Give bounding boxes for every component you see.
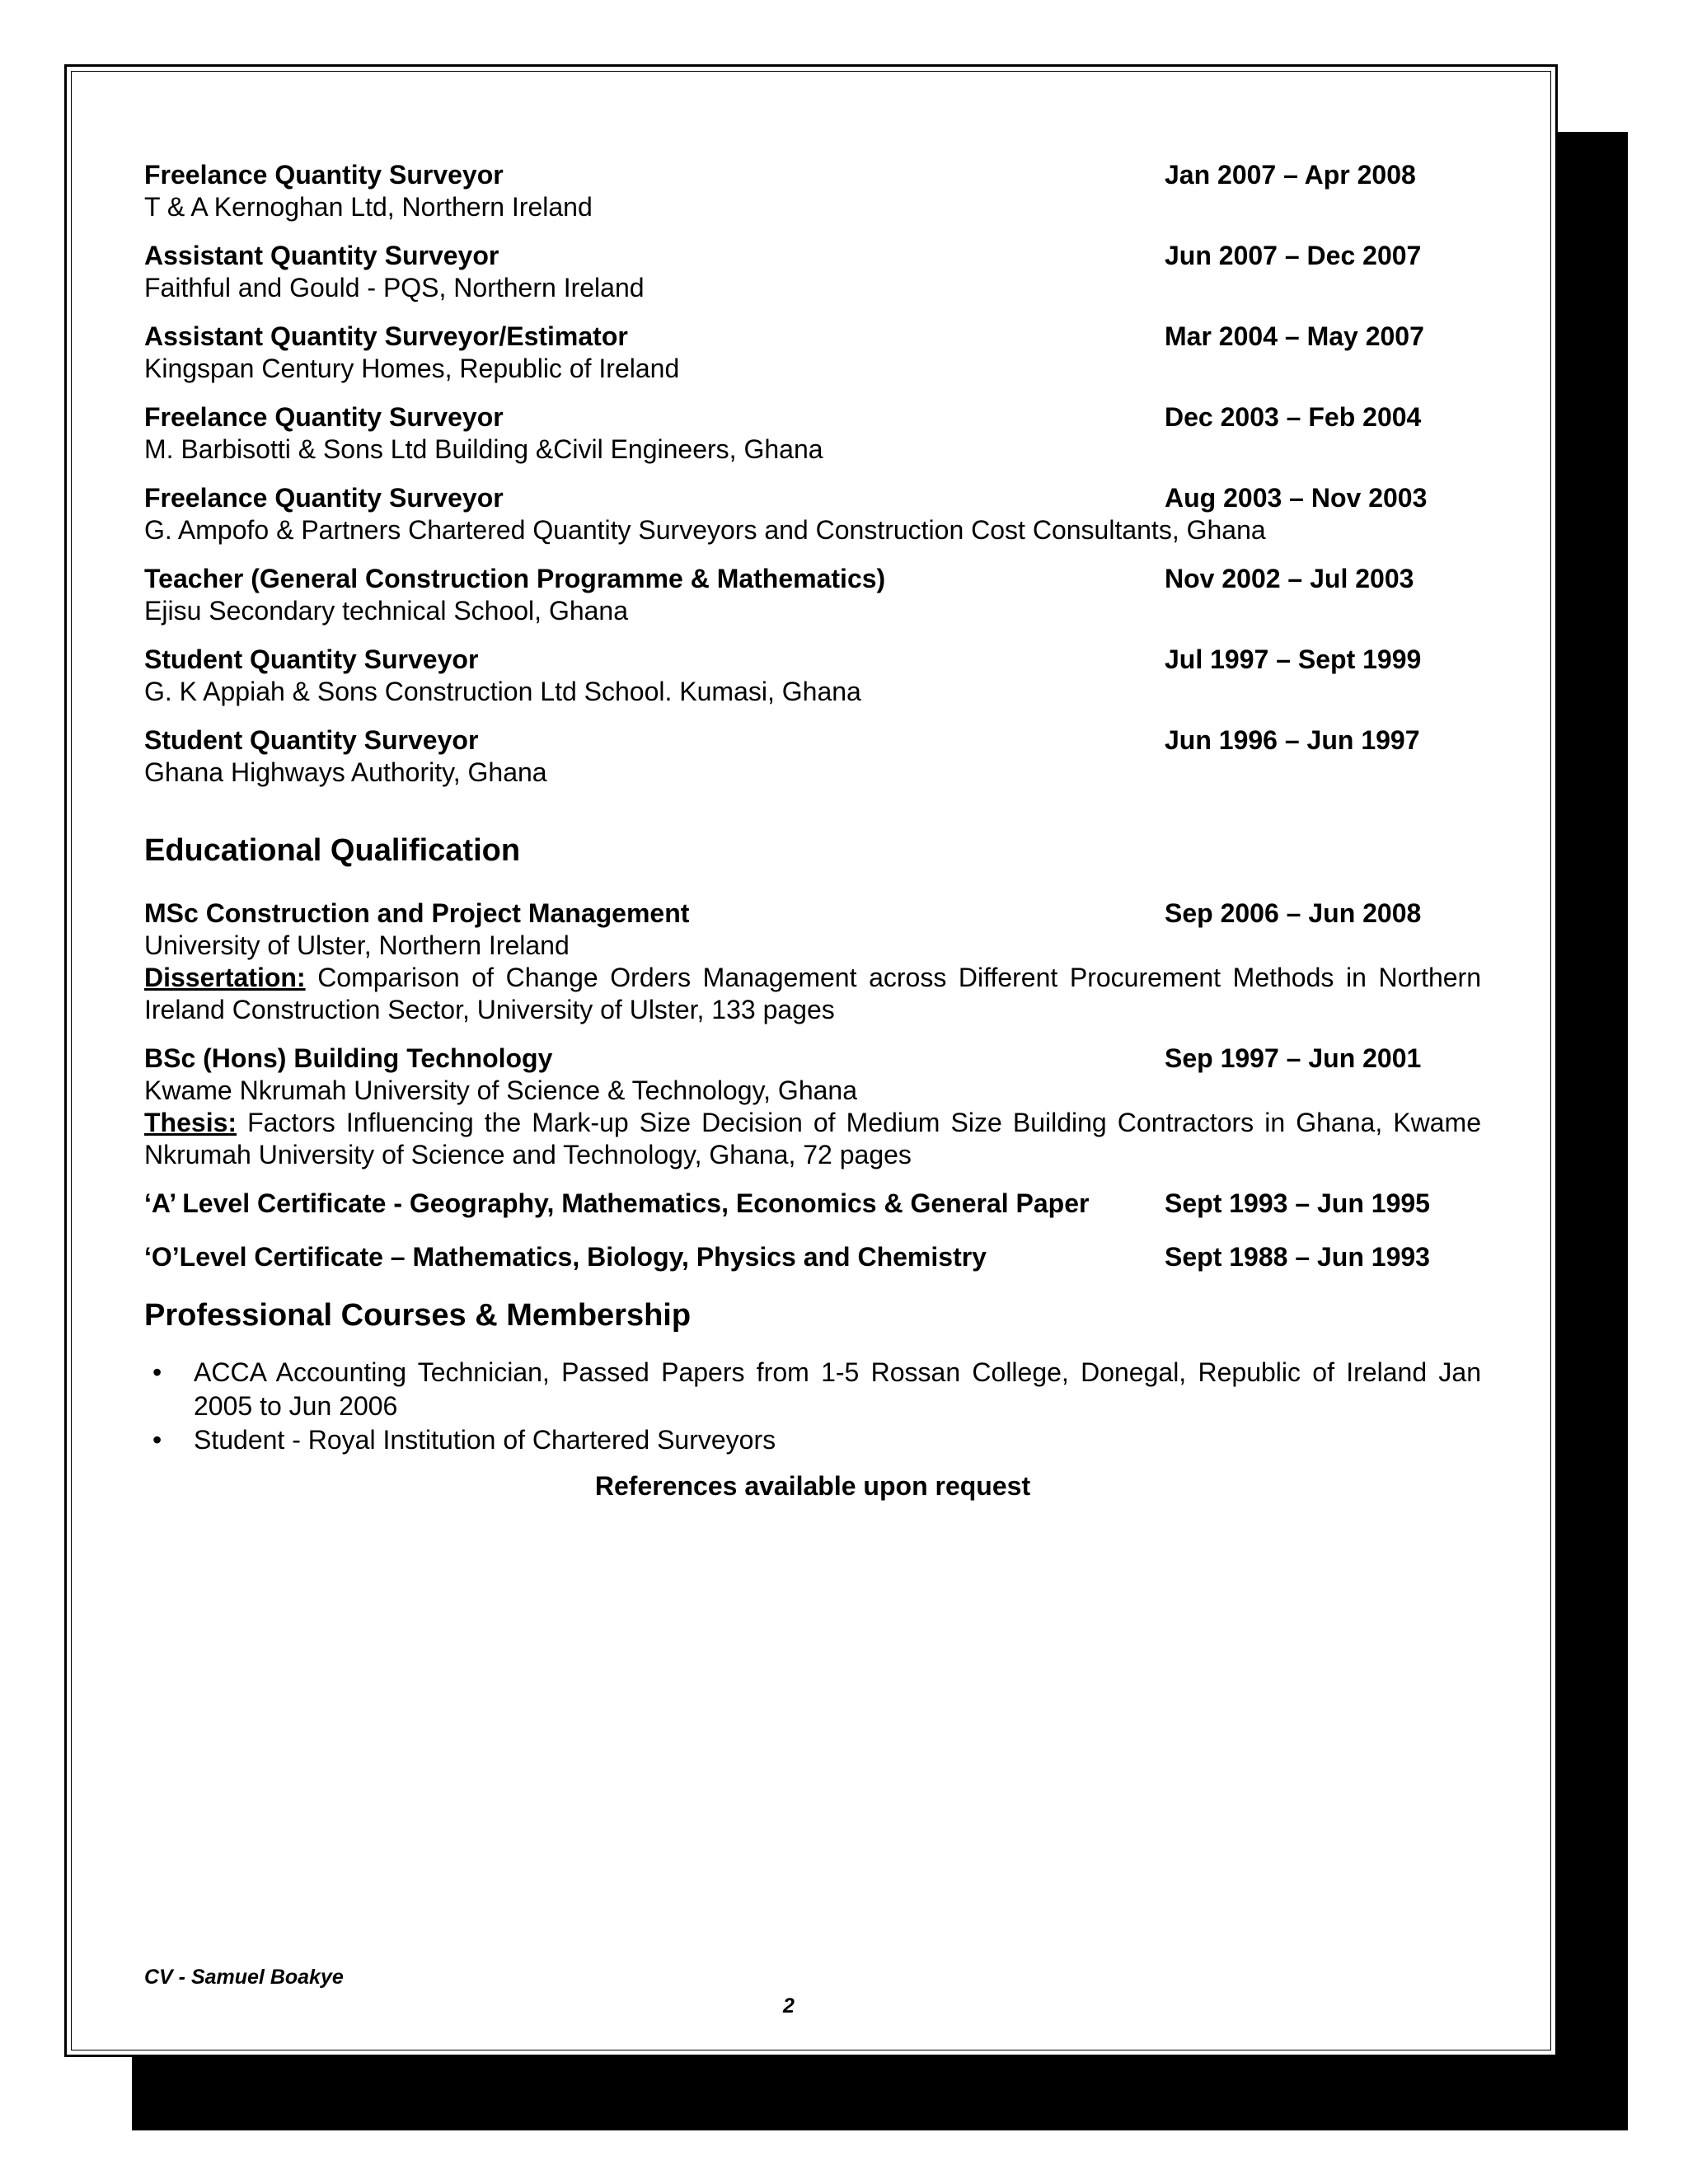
bullet-icon: • [152,1357,162,1387]
work-experience-list [144,159,1481,789]
degree-dates: Sep 2006 – Jun 2008 [1165,898,1422,928]
education-entry-msc [144,898,1481,1026]
job-dates: Mar 2004 – May 2007 [1165,321,1424,351]
certificate-title: ‘O’Level Certificate – Mathematics, Biology, Physics and Chemistry [144,1242,987,1272]
cv-content [144,159,1481,1502]
job-organisation: G. K Appiah & Sons Construction Ltd School. Kumasi, Ghana [144,677,861,706]
certificate-dates: Sept 1988 – Jun 1993 [1165,1242,1430,1272]
job-organisation: Ghana Highways Authority, Ghana [144,757,547,787]
certificate-title: ‘A’ Level Certificate - Geography, Mathematics, Economics & General Paper [144,1188,1090,1218]
list-item-text: ACCA Accounting Technician, Passed Papers from 1-5 Rossan College, Donegal, Republic of Ireland Jan 2005 to Jun 2006 [194,1357,1481,1421]
degree-institution: Kwame Nkrumah University of Science & Technology, Ghana [144,1076,857,1105]
job-organisation: Ejisu Secondary technical School, Ghana [144,596,629,626]
job-title: Freelance Quantity Surveyor [144,402,504,432]
job-title: Teacher (General Construction Programme & Mathematics) [144,564,886,593]
job-organisation: Faithful and Gould - PQS, Northern Ireland [144,273,645,302]
dissertation-note [144,962,1481,1026]
job-dates: Jun 1996 – Jun 1997 [1165,725,1420,755]
experience-entry [144,644,1481,708]
job-title: Student Quantity Surveyor [144,725,479,755]
education-entry-a-level [144,1188,1481,1220]
job-dates: Nov 2002 – Jul 2003 [1165,564,1414,593]
list-item [144,1356,1481,1423]
degree-title: BSc (Hons) Building Technology [144,1043,553,1073]
job-dates: Jul 1997 – Sept 1999 [1165,644,1422,674]
dissertation-text: Comparison of Change Orders Management across Different Procurement Methods in Northern Ireland Construction Sector, University of Ulster, 133 pages [144,963,1481,1024]
job-title: Student Quantity Surveyor [144,644,479,674]
education-heading: Educational Qualification [144,833,521,868]
job-dates: Jun 2007 – Dec 2007 [1165,241,1422,270]
list-item-text: Student - Royal Institution of Chartered Surveyors [194,1425,776,1455]
experience-entry [144,563,1481,627]
education-list [144,898,1481,1273]
job-dates: Dec 2003 – Feb 2004 [1165,402,1422,432]
professional-heading: Professional Courses & Membership [144,1298,692,1333]
job-dates: Jan 2007 – Apr 2008 [1165,160,1416,190]
dissertation-label: Dissertation: [144,963,306,992]
thesis-note [144,1107,1481,1171]
degree-institution: University of Ulster, Northern Ireland [144,930,570,960]
job-dates: Aug 2003 – Nov 2003 [1165,483,1428,513]
page-number: 2 [783,1994,795,2018]
experience-entry [144,321,1481,385]
experience-entry [144,159,1481,223]
job-title: Assistant Quantity Surveyor [144,241,499,270]
degree-dates: Sep 1997 – Jun 2001 [1165,1043,1422,1073]
job-title: Freelance Quantity Surveyor [144,160,504,190]
job-title: Assistant Quantity Surveyor/Estimator [144,321,628,351]
experience-entry [144,240,1481,304]
job-title: Freelance Quantity Surveyor [144,483,504,513]
education-entry-bsc [144,1043,1481,1171]
experience-entry [144,482,1481,546]
job-organisation: M. Barbisotti & Sons Ltd Building &Civil Engineers, Ghana [144,434,823,464]
references-note: References available upon request [594,1471,1031,1501]
certificate-dates: Sept 1993 – Jun 1995 [1165,1188,1430,1218]
job-organisation: T & A Kernoghan Ltd, Northern Ireland [144,192,593,222]
thesis-label: Thesis: [144,1108,237,1137]
footer-cv-name: CV - Samuel Boakye [144,1966,344,1989]
experience-entry [144,724,1481,789]
job-organisation: Kingspan Century Homes, Republic of Ireland [144,354,680,383]
list-item [144,1423,1481,1457]
education-entry-o-level [144,1241,1481,1273]
degree-title: MSc Construction and Project Management [144,898,690,928]
job-organisation: G. Ampofo & Partners Chartered Quantity Surveyors and Construction Cost Consultants, Ghana [144,515,1266,545]
thesis-text: Factors Influencing the Mark-up Size Decision of Medium Size Building Contractors in Ghana, Kwame Nkrumah University of Science and Technology, Ghana, 72 pages [144,1108,1481,1169]
professional-list [144,1356,1481,1457]
bullet-icon: • [152,1425,162,1455]
experience-entry [144,401,1481,466]
